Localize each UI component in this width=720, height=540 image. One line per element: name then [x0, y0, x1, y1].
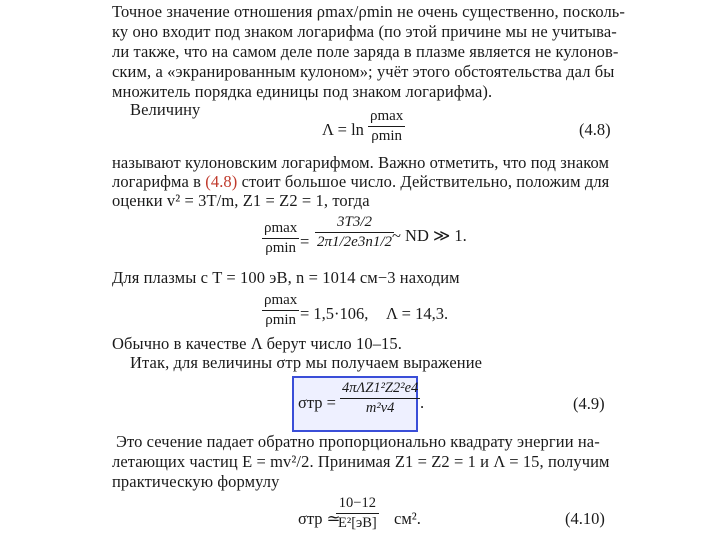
value-numerator: ρmax — [264, 292, 298, 308]
value-lambda: Λ = 14,3. — [386, 304, 449, 323]
paragraph3-line2: летающих частиц E = mv²/2. Принимая Z1 = Z2 = 1 и Λ = 15, получим — [112, 452, 610, 471]
itak-line: Итак, для величины σтр мы получаем выражение — [130, 353, 483, 372]
usually-line: Обычно в качестве Λ берут число 10–15. — [112, 334, 402, 353]
eq49-number: (4.9) — [573, 394, 605, 413]
fraction-bar — [340, 398, 420, 399]
paragraph2-line2 — [112, 172, 609, 192]
ratio-denominator: ρmin — [265, 240, 297, 256]
ratio-numerator: ρmax — [264, 220, 298, 236]
ratio-equals: = — [300, 232, 310, 251]
eq410-lhs: σтр ≃ — [298, 509, 341, 528]
eq49-denominator: m²v4 — [365, 400, 395, 416]
ratio-fraction — [262, 220, 299, 257]
ratio-rhs-fraction — [315, 214, 394, 251]
eq49-lhs: σтр = — [298, 393, 336, 412]
paragraph3-line1: Это сечение падает обратно пропорционально квадрату энергии на- — [116, 432, 600, 451]
paragraph3-line3: практическую формулу — [112, 472, 280, 491]
eq48-number: (4.8) — [579, 120, 611, 139]
eq410-number: (4.10) — [565, 509, 605, 528]
value-denominator: ρmin — [265, 312, 297, 328]
plasma-line: Для плазмы с T = 100 эВ, n = 1014 см−3 находим — [112, 268, 460, 287]
eq410-denominator: E²[эВ] — [338, 515, 377, 531]
ratio-tail: ~ ND ≫ 1. — [392, 226, 467, 245]
fraction-bar — [315, 232, 394, 233]
paragraph1-line4: ским, а «экранированным кулоном»; учёт этого обстоятельства дал бы — [112, 62, 615, 81]
eq48-fraction — [368, 108, 405, 145]
eq410-fraction — [336, 495, 379, 532]
eq48-denominator: ρmin — [371, 128, 403, 144]
ratio-rhs-denominator: 2π1/2e3n1/2 — [317, 234, 393, 250]
eq410-unit: см². — [394, 509, 421, 528]
value-result: = 1,5·106, — [300, 304, 369, 323]
equation-reference-link[interactable]: (4.8) — [205, 172, 238, 191]
eq48-numerator: ρmax — [370, 108, 404, 124]
eq49-dot: . — [420, 393, 425, 412]
fraction-bar — [262, 238, 299, 239]
fraction-bar — [368, 126, 405, 127]
eq49-numerator: 4πΛZ1²Z2²e4 — [342, 380, 419, 396]
eq410-numerator: 10−12 — [338, 495, 376, 511]
paragraph1-line3: ли также, что на самом деле поле заряда в плазме является не кулонов- — [112, 42, 619, 61]
paragraph1-line5: множитель порядка единицы под знаком логарифма). — [112, 82, 493, 101]
velichinu-line: Величину — [130, 100, 201, 119]
ratio-rhs-numerator: 3T3/2 — [337, 214, 373, 230]
value-fraction — [262, 292, 299, 329]
paragraph2-line2-post: стоит большое число. Действительно, положим для — [237, 172, 610, 191]
paragraph2-line2-pre: логарифма в — [112, 172, 206, 191]
paragraph1-line1: Точное значение отношения ρmax/ρmin не очень существенно, посколь- — [112, 2, 625, 21]
paragraph2-line3: оценки v² = 3T/m, Z1 = Z2 = 1, тогда — [112, 191, 370, 210]
fraction-bar — [336, 513, 379, 514]
paragraph1-line2: ку оно входит под знаком логарифма (по этой причине мы не учитыва- — [112, 22, 617, 41]
eq49-fraction — [340, 380, 420, 417]
fraction-bar — [262, 310, 299, 311]
eq48-lhs: Λ = ln — [322, 120, 364, 139]
paragraph2-line1: называют кулоновским логарифмом. Важно отметить, что под знаком — [112, 153, 610, 172]
